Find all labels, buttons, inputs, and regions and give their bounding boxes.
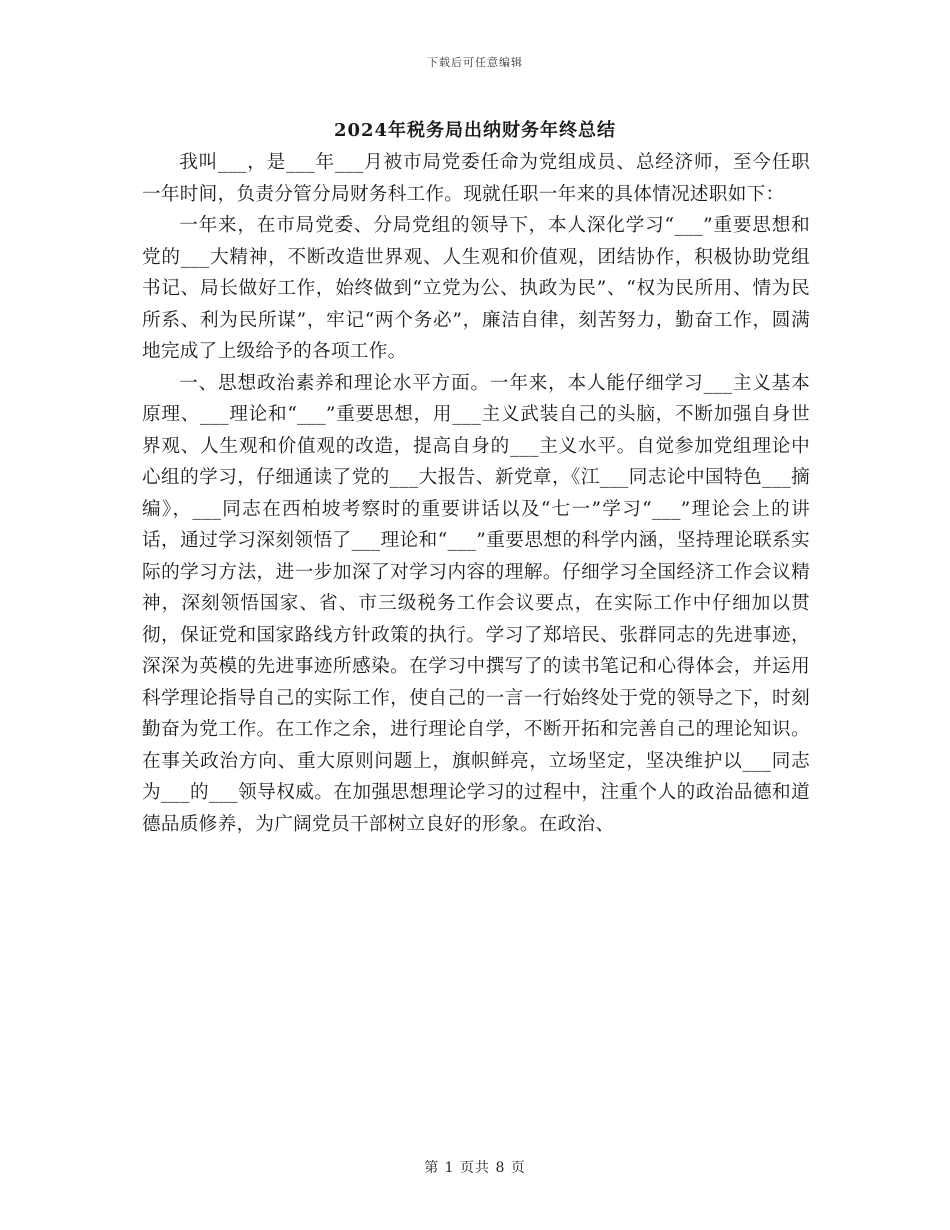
document-body — [142, 147, 810, 840]
page-header-note: 下载后可任意编辑 — [427, 56, 523, 69]
document-title: 2024年税务局出纳财务年终总结 — [333, 120, 617, 141]
paragraph-section-one: 一、思想政治素养和理论水平方面。一年来，本人能仔细学习___主义基本原理、___理论和“___”重要思想，用___主义武装自己的头脑，不断加强自身世界观、人生观和价值观的改造，提高自身的___主义水平。自觉参加党组理论中心组的学习，仔细通读了党的___大报告、新党章，《江___同志论中国特色___摘编》，___同志在西柏坡考察时的重要讲话以及“七一”学习“___”理论会上的讲话，通过学习深刻领悟了___理论和“___”重要思想的科学内涵，坚持理论联系实际的学习方法，进一步加深了对学习内容的理解。仔细学习全国经济工作会议精神，深刻领悟国家、省、市三级税务工作会议要点，在实际工作中仔细加以贯彻，保证党和国家路线方针政策的执行。学习了郑培民、张群同志的先进事迹，深深为英模的先进事迹所感染。在学习中撰写了的读书笔记和心得体会，并运用科学理论指导自己的实际工作，使自己的一言一行始终处于党的领导之下，时刻勤奋为党工作。在工作之余，进行理论自学，不断开拓和完善自己的理论知识。在事关政治方向、重大原则问题上，旗帜鲜亮，立场坚定，坚决维护以___同志为___的___领导权威。在加强思想理论学习的过程中，注重个人的政治品德和道德品质修养，为广阔党员干部树立良好的形象。在政治、 — [142, 372, 810, 835]
paragraph-overview: 一年来，在市局党委、分局党组的领导下，本人深化学习“___”重要思想和党的___大精神，不断改造世界观、人生观和价值观，团结协作，积极协助党组书记、局长做好工作，始终做到“立党为公、执政为民”、“权为民所用、情为民所系、利为民所谋”，牢记“两个务必”，廉洁自律，刻苦努力，勤奋工作，圆满地完成了上级给予的各项工作。 — [142, 215, 810, 362]
paragraph-intro: 我叫___，是___年___月被市局党委任命为党组成员、总经济师，至今任职一年时间，负责分管分局财务科工作。现就任职一年来的具体情况述职如下： — [142, 152, 810, 205]
page-number-footer: 第 1 页共 8 页 — [424, 1160, 526, 1176]
